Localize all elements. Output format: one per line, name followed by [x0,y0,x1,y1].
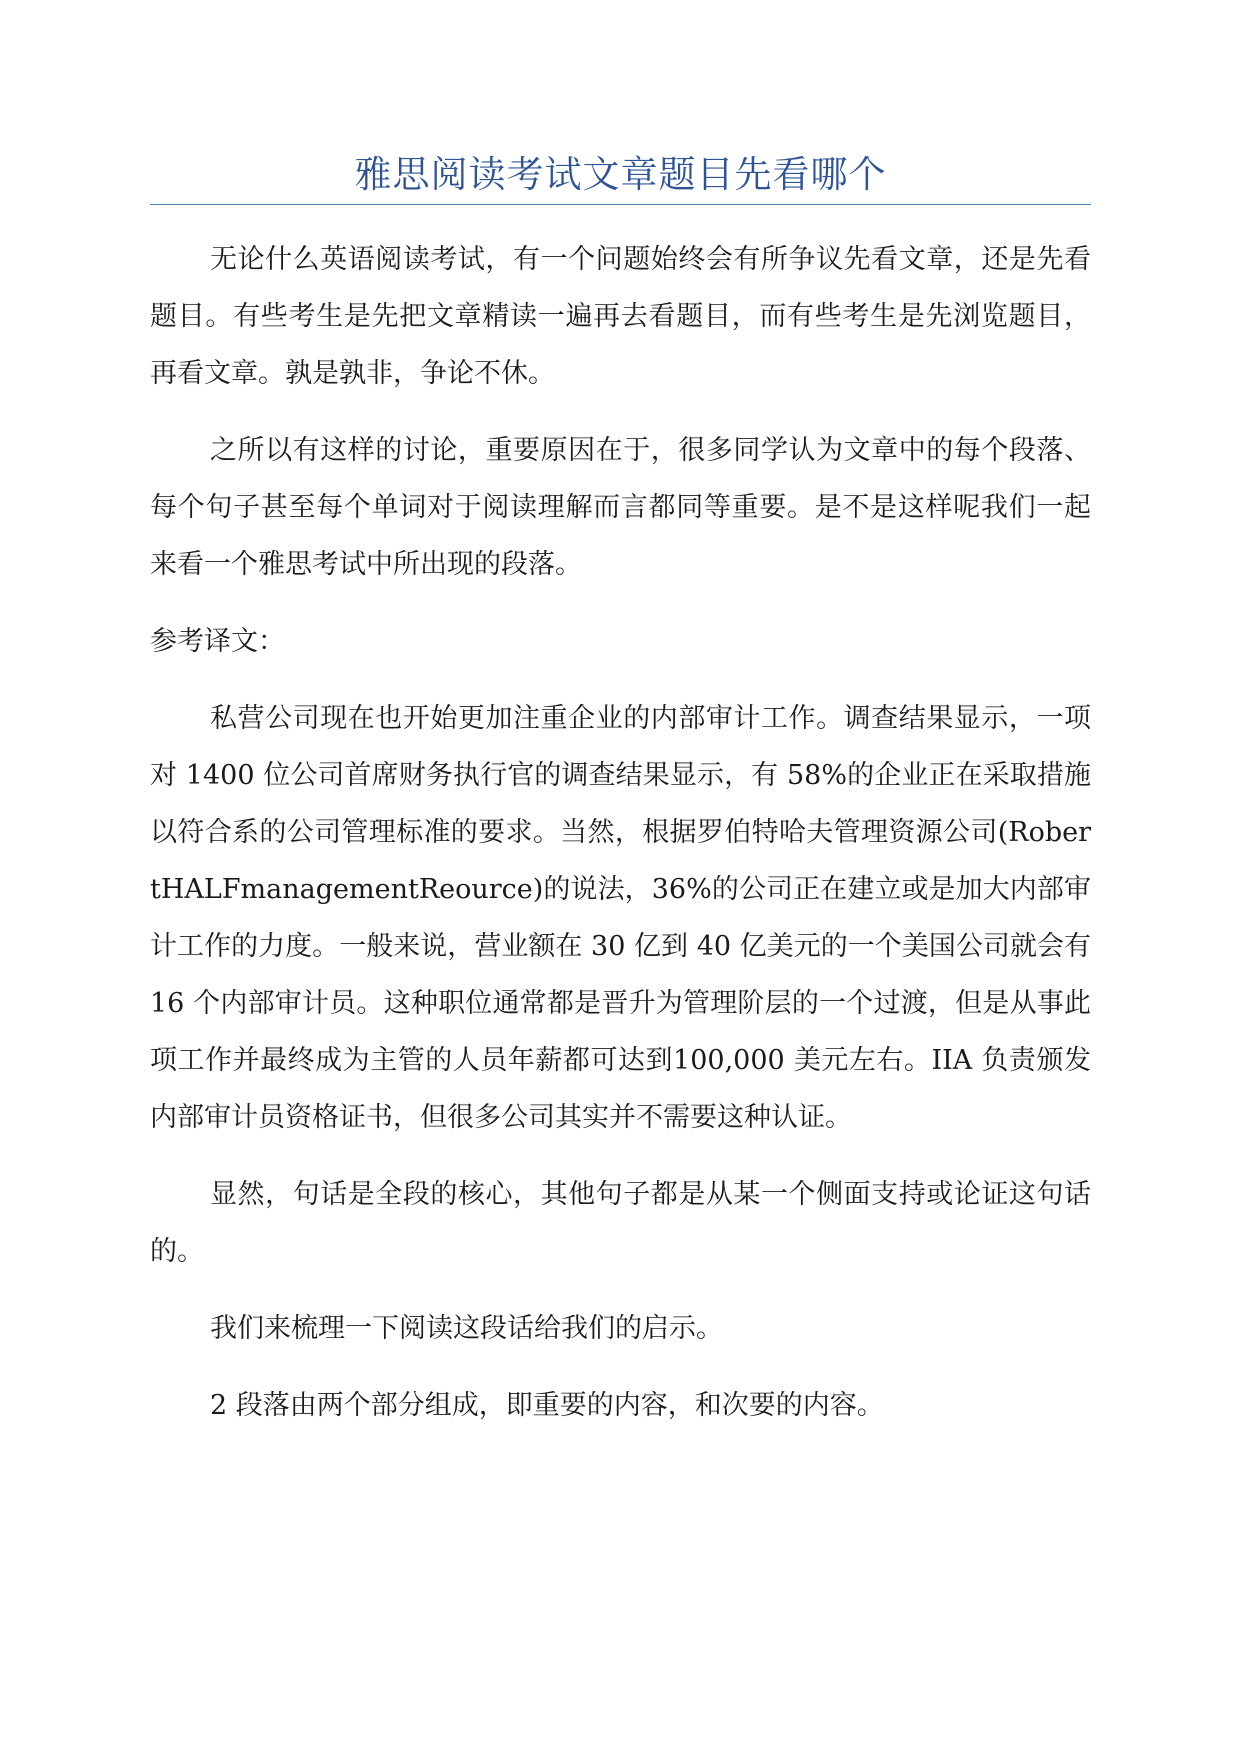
paragraph-discussion: 之所以有这样的讨论，重要原因在于，很多同学认为文章中的每个段落、每个句子甚至每个单词对于阅读理解而言都同等重要。是不是这样呢我们一起来看一个雅思考试中所出现的段落。 [150,435,1091,580]
paragraph-intro: 无论什么英语阅读考试，有一个问题始终会有所争议先看文章，还是先看题目。有些考生是先把文章精读一遍再去看题目，而有些考生是先浏览题目，再看文章。孰是孰非，争论不休。 [150,244,1091,389]
paragraph-translation: 私营公司现在也开始更加注重企业的内部审计工作。调查结果显示，一项对 1400 位公司首席财务执行官的调查结果显示，有 58%的企业正在采取措施以符合系的公司管理标准的要求。当然，根据罗伯特哈夫管理资源公司(RobertHALFmanagementReource)的说法，36%的公司正在建立或是加大内部审计工作的力度。一般来说，营业额在 30 亿到 40 亿美元的一个美国公司就会有 16 个内部审计员。这种职位通常都是晋升为管理阶层的一个过渡，但是从事此项工作并最终成为主管的人员年薪都可达到100,000 美元左右。IIA 负责颁发内部审计员资格证书，但很多公司其实并不需要这种认证。 [150,703,1091,1133]
document-page [150,0,1091,1454]
paragraph-insight-intro: 我们来梳理一下阅读这段话给我们的启示。 [210,1313,723,1344]
document-title: 雅思阅读考试文章题目先看哪个 [354,153,887,196]
document-body [150,231,1091,1434]
paragraph-structure: 2 段落由两个部分组成，即重要的内容，和次要的内容。 [210,1390,884,1421]
paragraph-core-sentence: 显然，句话是全段的核心，其他句子都是从某一个侧面支持或论证这句话的。 [150,1179,1091,1267]
title-underline [150,204,1091,205]
paragraph-reference-label: 参考译文： [150,626,285,657]
